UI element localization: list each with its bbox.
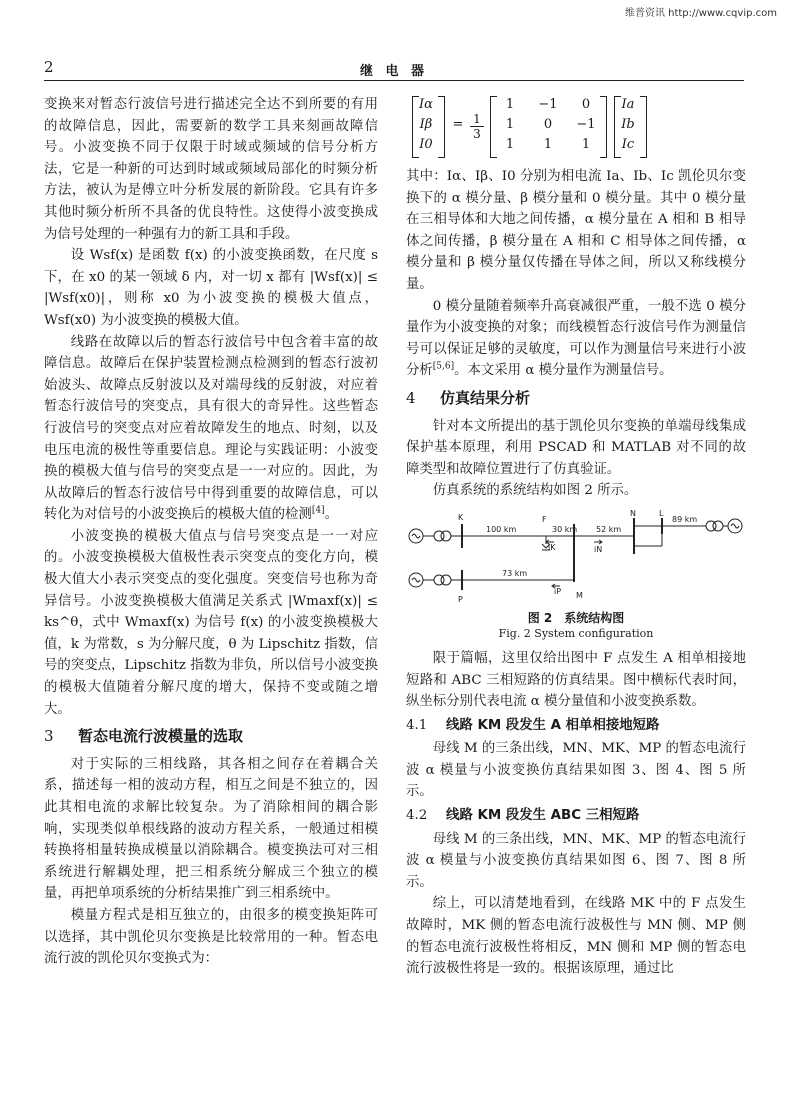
subsection-number: 4.2 xyxy=(406,808,428,824)
paragraph-end: 。 xyxy=(324,507,338,523)
transformer-icon xyxy=(441,531,451,541)
section-number: 3 xyxy=(44,727,54,746)
current-label: iP xyxy=(554,586,562,596)
node-label: K xyxy=(458,512,464,522)
node-label: F xyxy=(542,514,547,524)
paragraph: 综上，可以清楚地看到，在线路 MK 中的 F 点发生故障时，MK 侧的暂态电流行波极性与 MN 侧、MP 侧的暂态电流行波极性将相反，MN 侧和 MP 侧的暂态电流行波极性将是一致的。根据该原理，通过比 xyxy=(406,896,746,977)
matrix-cell: Ib xyxy=(621,117,635,132)
paragraph: 其中：Iα、Iβ、I0 分别为相电流 Ia、Ib、Ic 凯伦贝尔变换下的 α 模分量、β 模分量和 0 模分量。其中 0 模分量在三相导体和大地之间传播，α 模分量在 A 相和 B 相导体之间传播，β 模分量在 A 相和 C 相导体之间传播，α 模分量和 β 模分量仅传播在导体之间，所以又称线模分量。 xyxy=(406,169,746,292)
journal-name: 继 电 器 xyxy=(359,64,429,79)
transformer-icon xyxy=(441,575,451,585)
matrix-cell: 1 xyxy=(581,137,591,152)
paragraph: 仿真系统的系统结构如图 2 所示。 xyxy=(432,483,638,499)
page-header xyxy=(44,58,744,81)
paragraph-text: 线路在故障以后的暂态行波信号中包含着丰富的故障信息。故障后在保护装置检测点检测到的暂态行波初始波头、故障点反射波以及对端母线的反射波，对应着暂态行波信号的突变点，具有很大的奇异性。这些暂态行波信号的突变点对应着故障发生的地点、时刻，以及电压电流的极性等重要信息。理论与实践证明：小波变换的模极大值与信号的突变点是一一对应的。因此，为从故障后的暂态行波信号中得到重要的故障信息，可以转化为对信号的小波变换后的模极大值的检测 xyxy=(44,334,378,523)
clarke-transform-equation xyxy=(412,94,746,164)
citation: [4] xyxy=(311,505,325,516)
paragraph: 小波变换的模极大值点与信号突变点是一一对应的。小波变换模极大值极性表示突变点的变化方向，模极大值大小表示突变点的变化强度。突变信号也称为奇异信号。小波变换模极大值满足关系式 |Wmaxf(x)| ≤ ks^θ，式中 Wmaxf(x) 为信号 f(x) 的小波变换模极大值，k 为常数，s 为分解尺度，θ 为 Lipschitz 指数，信号的突变点，Lipschitz 指数为非负，所以信号小波变换的模极大值随着分解尺度的增大，保持不变或随之增大。 xyxy=(44,528,378,717)
paragraph: 针对本文所提出的基于凯伦贝尔变换的单端母线集成保护基本原理，利用 PSCAD 和 MATLAB 对不同的故障类型和故障位置进行了仿真验证。 xyxy=(406,418,746,477)
paragraph: 母线 M 的三条出线，MN、MK、MP 的暂态电流行波 α 模量与小波变换仿真结果如图 6、图 7、图 8 所示。 xyxy=(406,831,746,890)
matrix-cell: 1 xyxy=(505,137,515,152)
matrix-cell: Iβ xyxy=(419,117,433,132)
paragraph: 设 Wsf(x) 是函数 f(x) 的小波变换函数，在尺度 s 下，在 x0 的某一领域 δ 内，对一切 x 都有 |Wsf(x)| ≤ |Wsf(x0)|，则称 x0 为小波变换的模极大值点，Wsf(x0) 为小波变换的模极大值。 xyxy=(44,248,378,328)
subsection-title: 线路 KM 段发生 ABC 三相短路 xyxy=(446,808,640,824)
paragraph: 母线 M 的三条出线，MN、MK、MP 的暂态电流行波 α 模量与小波变换仿真结果如图 3、图 4、图 5 所示。 xyxy=(406,741,746,800)
figure-system-configuration xyxy=(406,506,746,642)
section-title: 仿真结果分析 xyxy=(440,388,531,407)
figure-caption-zh xyxy=(406,610,746,626)
matrix-cell: Ia xyxy=(621,97,635,112)
matrix-cell: 1 xyxy=(505,117,515,132)
distance-label: 73 km xyxy=(502,568,528,578)
subsection-heading xyxy=(406,805,746,827)
subsection-heading xyxy=(406,715,746,737)
subsection-number: 4.1 xyxy=(406,717,428,733)
current-label: iN xyxy=(594,544,603,554)
watermark: 维普资讯 http://www.cqvip.com xyxy=(624,8,777,19)
fraction xyxy=(470,112,484,141)
paragraph-end: 。本文采用 α 模分量作为测量信号。 xyxy=(454,363,673,379)
matrix-cell: I0 xyxy=(419,137,433,152)
sine-wave-icon xyxy=(412,578,420,582)
distance-label: 52 km xyxy=(596,524,622,534)
citation: [5,6] xyxy=(432,361,455,372)
paragraph-text: 0 模分量随着频率升高衰减很严重，一般不选 0 模分量作为小波变换的对象；而线模暂态行波信号作为测量信号可以保证足够的灵敏度，可以作为测量信号来进行小波分析 xyxy=(406,298,746,379)
paragraph xyxy=(406,296,746,382)
matrix-cell: Ic xyxy=(621,137,635,152)
matrix-cell: 1 xyxy=(505,97,515,112)
transformer-icon xyxy=(713,521,723,531)
paragraph: 模量方程式是相互独立的，由很多的模变换矩阵可以选择，其中凯伦贝尔变换是比较常用的一种。暂态电流行波的凯伦贝尔变换式为： xyxy=(44,907,378,967)
paragraph: 限于篇幅，这里仅给出图中 F 点发生 A 相单相接地短路和 ABC 三相短路的仿真结果。图中横标代表时间，纵坐标分别代表电流 α 模分量值和小波变换系数。 xyxy=(406,650,746,710)
fraction-numerator: 1 xyxy=(473,112,481,126)
matrix-cell: 1 xyxy=(543,137,553,152)
matrix-cell: 0 xyxy=(581,97,591,112)
current-arrow-icon xyxy=(594,540,602,544)
matrix-bracket-left xyxy=(490,96,497,158)
sine-wave-icon xyxy=(731,524,739,528)
paragraph: 变换来对暂态行波信号进行描述完全达不到所要的有用的故障信息，因此，需要新的数学工具来刻画故障信号。小波变换不同于仅限于时域或频域的信号分析方法，它是一种新的可达到时域或频域局部化的时频分析方法，被认为是傅立叶分析发展的新阶段。它具有许多其他时频分析所不具备的优良特性。这使得小波变换成为信号处理的一种强有力的新工具和手段。 xyxy=(44,97,378,242)
subsection-title: 线路 KM 段发生 A 相单相接地短路 xyxy=(446,717,660,733)
sine-wave-icon xyxy=(412,534,420,538)
node-label: N xyxy=(630,508,636,518)
current-label: iK xyxy=(548,542,556,552)
page-number: 2 xyxy=(44,58,54,76)
node-label: P xyxy=(458,594,463,604)
matrix-cell: Iα xyxy=(419,97,433,112)
section-number: 4 xyxy=(406,388,416,407)
distance-label: 30 km xyxy=(552,524,578,534)
matrix-cell: −1 xyxy=(576,117,596,132)
distance-label: 100 km xyxy=(486,524,517,534)
figure-title: 系统结构图 xyxy=(564,610,625,625)
distance-label: 89 km xyxy=(672,514,698,524)
node-label: M xyxy=(576,590,583,600)
section-heading xyxy=(406,388,746,410)
section-title: 暂态电流行波模量的选取 xyxy=(78,727,244,746)
matrix-cell: −1 xyxy=(538,97,558,112)
matrix-bracket-right xyxy=(640,96,647,158)
matrix-bracket-right xyxy=(438,96,445,158)
section-heading xyxy=(44,726,378,748)
figure-caption-en: Fig. 2 System configuration xyxy=(498,626,654,640)
system-diagram xyxy=(406,506,746,606)
matrix-cell: 0 xyxy=(543,117,553,132)
fraction-denominator: 3 xyxy=(470,126,484,141)
equals-sign: = xyxy=(452,117,464,132)
node-label: L xyxy=(659,508,664,518)
figure-number: 图 2 xyxy=(527,610,553,625)
right-column xyxy=(406,94,746,980)
matrix-bracket-right xyxy=(600,96,607,158)
left-column xyxy=(44,94,378,970)
paragraph: 对于实际的三相线路，其各相之间存在着耦合关系，描述每一相的波动方程，相互之间是不独立的，因此其相电流的求解比较复杂。为了消除相间的耦合影响，实现类似单根线路的波动方程关系，一般通过相模转换将相量转换成模量以消除耦合。模变换法可对三相系统进行解耦处理，把三相系统分解成三个独立的模量，再把单项系统的分析结果推广到三相系统中。 xyxy=(44,756,378,902)
paragraph xyxy=(44,332,378,526)
